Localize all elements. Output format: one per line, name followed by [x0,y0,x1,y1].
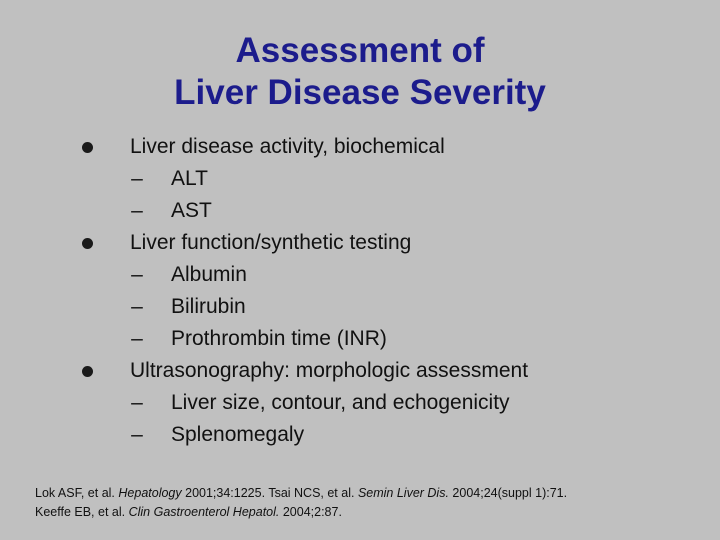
sub-bullet-item [0,195,720,227]
ref-details: 2004;2:87. [279,505,342,519]
reference-line-2 [35,503,695,522]
bullet-item [0,227,720,259]
sub-bullet-item [0,259,720,291]
dash-icon: – [131,423,143,446]
ref-details: 2004;24(suppl 1):71. [448,486,568,500]
bullet-text: Liver function/synthetic testing [130,231,412,254]
sub-bullet-item [0,323,720,355]
sub-bullet-text: Liver size, contour, and echogenicity [171,391,510,414]
dash-icon: – [131,295,143,318]
ref-details: 2001;34:1225. [181,486,269,500]
sub-bullet-text: Albumin [171,263,247,286]
references [35,484,695,522]
ref-journal: Hepatology [118,486,182,500]
dash-icon: – [131,327,143,350]
sub-bullet-item [0,291,720,323]
ref-journal: Clin Gastroenterol Hepatol. [128,505,280,519]
sub-bullet-text: Splenomegaly [171,423,305,446]
bullet-item [0,131,720,163]
sub-bullet-text: Bilirubin [171,295,246,318]
sub-bullet-text: AST [171,199,212,222]
dash-icon: – [131,167,143,190]
sub-bullet-text: ALT [171,167,208,190]
ref-authors: Lok ASF, et al. [35,486,119,500]
ref-authors: Tsai NCS, et al. [268,486,358,500]
sub-bullet-item [0,419,720,451]
bullet-dot-icon [82,238,93,249]
title-line-1: Assessment of [235,31,485,70]
reference-line-1 [35,484,695,503]
ref-journal: Semin Liver Dis. [357,486,449,500]
bullet-dot-icon [82,142,93,153]
dash-icon: – [131,263,143,286]
bullet-text: Liver disease activity, biochemical [130,135,445,158]
title-line-2: Liver Disease Severity [174,73,546,112]
dash-icon: – [131,199,143,222]
sub-bullet-item [0,163,720,195]
bullet-list [0,131,720,451]
sub-bullet-text: Prothrombin time (INR) [171,327,387,350]
slide-title [0,30,720,114]
bullet-item [0,355,720,387]
dash-icon: – [131,391,143,414]
bullet-dot-icon [82,366,93,377]
sub-bullet-item [0,387,720,419]
bullet-text: Ultrasonography: morphologic assessment [130,359,529,382]
ref-authors: Keeffe EB, et al. [35,505,129,519]
